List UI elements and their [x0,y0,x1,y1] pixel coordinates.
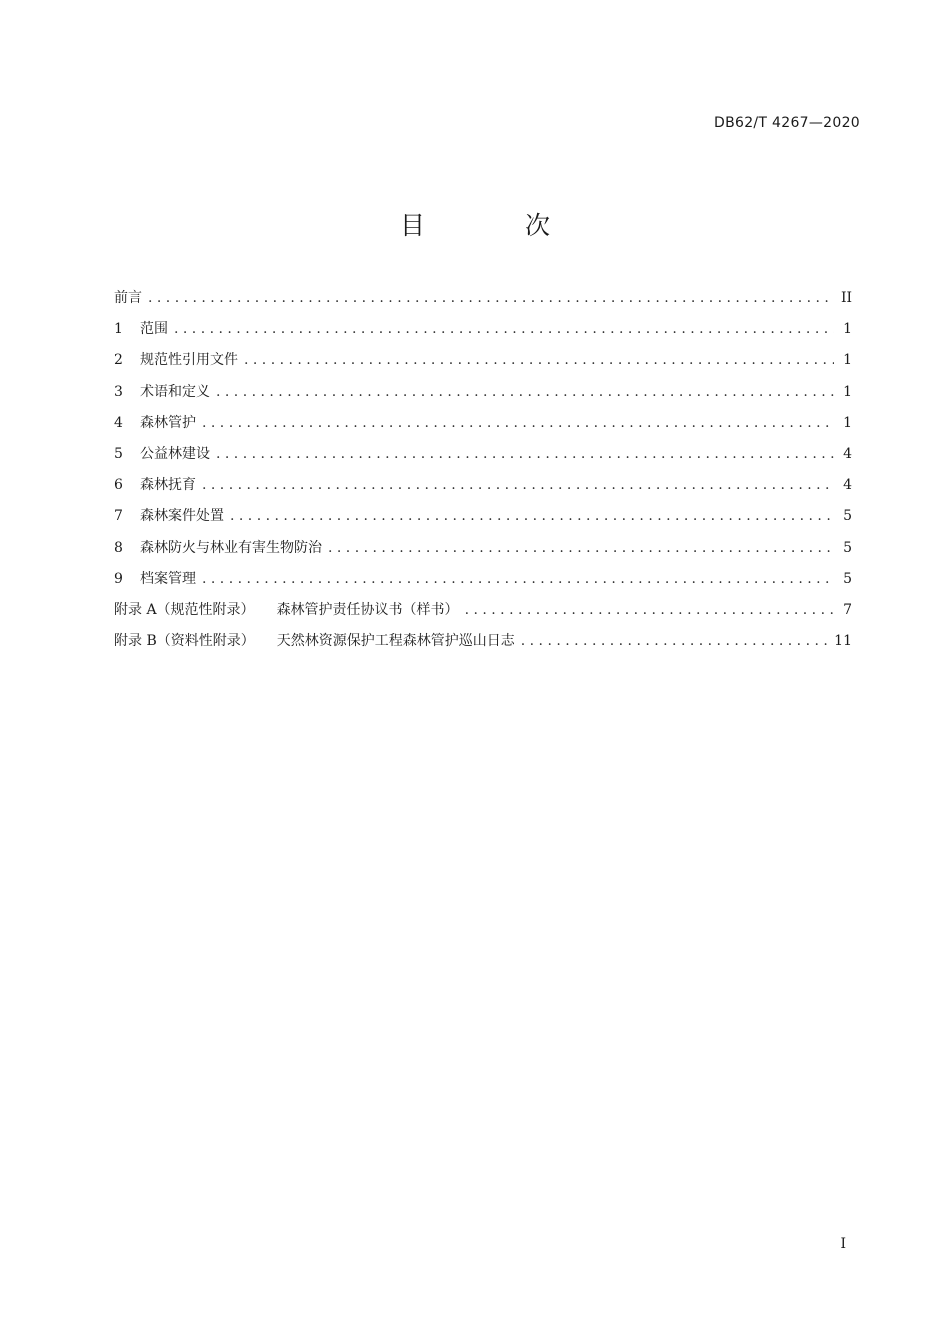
toc-leader-dots [244,348,834,372]
toc-entry-page: 4 [843,477,852,494]
toc-entry-number: 6 [114,477,123,494]
toc-leader-dots [202,411,834,435]
toc-entry-label: 森林案件处置 [140,508,224,525]
toc-entry-foreword[interactable] [114,286,852,317]
toc-entry-page: 7 [843,601,852,618]
toc-leader-dots [465,598,834,622]
toc-entry-label: 档案管理 [140,570,196,587]
toc-entry-page: 5 [843,539,852,556]
toc-leader-dots [202,473,834,497]
toc-entry-forest-cases[interactable] [114,504,852,535]
toc-entry-page: 1 [843,414,852,431]
toc-entry-appendix-a[interactable] [114,598,852,629]
toc-entry-page: II [840,290,852,306]
toc-entry-number: 1 [114,321,123,338]
page-title: 目 次 [400,211,596,240]
page-number: I [840,1236,846,1252]
toc-entry-page: 4 [843,445,852,462]
toc-leader-dots [328,536,834,560]
toc-entry-forest-management[interactable] [114,411,852,442]
table-of-contents [114,286,852,660]
toc-entry-label: 森林管护 [140,414,196,431]
toc-entry-page: 1 [843,321,852,338]
toc-entry-number: 7 [114,508,123,525]
toc-entry-label: 公益林建设 [140,445,210,462]
toc-entry-label: 森林管护责任协议书（样书） [276,601,459,618]
toc-entry-normative-references[interactable] [114,348,852,379]
toc-entry-page: 5 [843,570,852,587]
toc-entry-appendix-b[interactable] [114,629,852,660]
toc-entry-number: 3 [114,383,123,400]
toc-leader-dots [174,317,834,341]
toc-leader-dots [230,504,834,528]
toc-entry-appendix-prefix: 附录 A（规范性附录） [114,601,255,618]
toc-entry-terms-definitions[interactable] [114,380,852,411]
toc-entry-label: 规范性引用文件 [140,352,238,369]
toc-entry-label: 森林抚育 [140,477,196,494]
toc-entry-appendix-prefix: 附录 B（资料性附录） [114,633,255,650]
toc-entry-label: 前言 [114,290,142,306]
toc-entry-fire-pest-control[interactable] [114,536,852,567]
toc-entry-number: 2 [114,352,123,369]
toc-leader-dots [216,380,834,404]
toc-leader-dots [216,442,834,466]
toc-entry-label: 天然林资源保护工程森林管护巡山日志 [276,633,515,650]
document-code: DB62/T 4267—2020 [714,115,860,131]
toc-leader-dots [202,567,834,591]
toc-entry-number: 9 [114,570,123,587]
toc-entry-archive-management[interactable] [114,567,852,598]
toc-entry-label: 森林防火与林业有害生物防治 [140,539,322,556]
toc-entry-number: 4 [114,414,123,431]
toc-entry-forest-tending[interactable] [114,473,852,504]
toc-entry-page: 1 [843,352,852,369]
toc-entry-scope[interactable] [114,317,852,348]
toc-leader-dots [521,629,828,653]
toc-entry-number: 8 [114,539,123,556]
toc-leader-dots [148,286,834,310]
toc-entry-public-forest[interactable] [114,442,852,473]
toc-entry-page: 5 [843,508,852,525]
toc-entry-page: 1 [843,383,852,400]
toc-entry-page: 11 [834,633,852,650]
toc-entry-label: 范围 [140,321,168,338]
toc-entry-number: 5 [114,445,123,462]
toc-entry-label: 术语和定义 [140,383,210,400]
